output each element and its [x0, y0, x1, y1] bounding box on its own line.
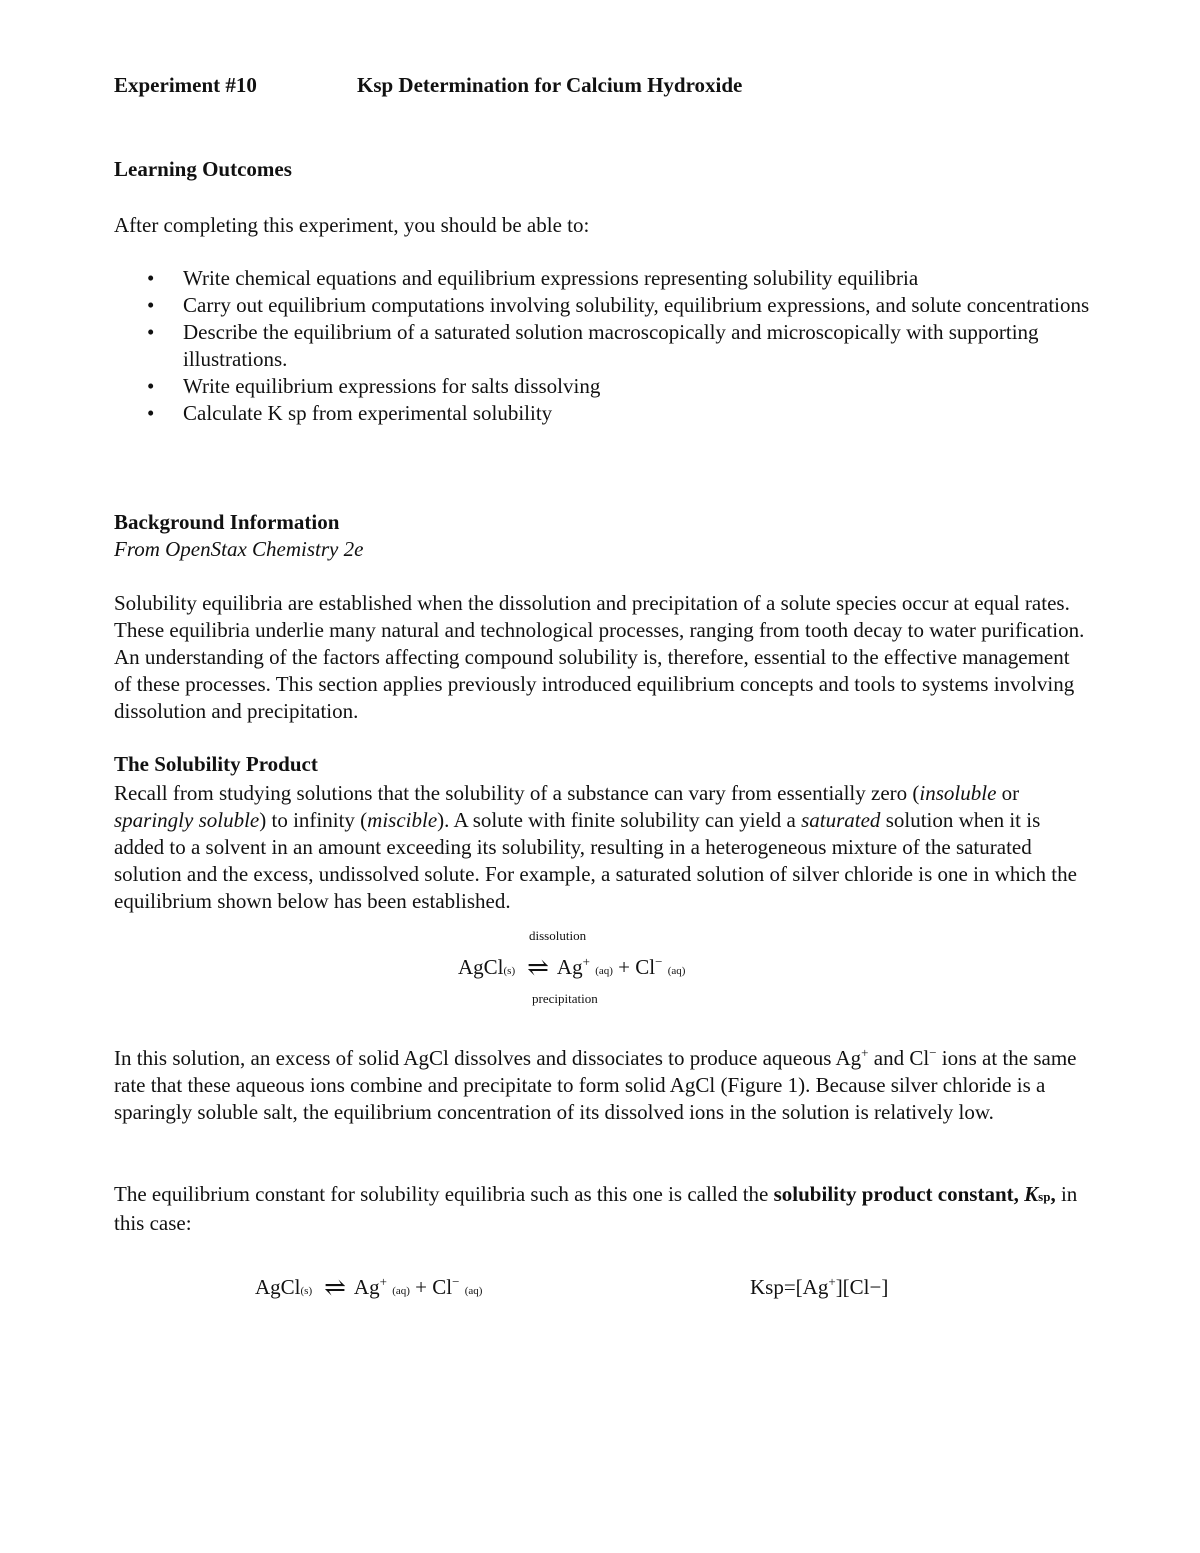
equilibrium-arrow-icon: ⇌: [324, 1273, 346, 1302]
bullet-icon: •: [147, 266, 155, 290]
background-paragraph: Solubility equilibria are established when the dissolution and precipitation of a solute species occur at equal rates. These equilibria underlie many natural and technological processes, ranging from tooth decay to water purification. An understanding of the factors affecting compound solubility is, therefore, essential to the effective management of these processes. This section applies previously introduced equilibrium concepts and tools to systems involving dissolution and precipitation.: [114, 591, 1085, 723]
solubility-paragraph-3: The equilibrium constant for solubility equilibria such as this one is called the solubility product constant, Ksp, in this case:: [114, 1182, 1078, 1235]
dissolution-label: dissolution: [529, 928, 587, 943]
learning-intro: After completing this experiment, you should be able to:: [114, 213, 590, 237]
bullet-icon: •: [147, 293, 155, 317]
solubility-product-heading: The Solubility Product: [114, 752, 318, 776]
bullet-icon: •: [147, 374, 155, 398]
learning-outcomes-list: [114, 265, 1094, 427]
background-source: From OpenStax Chemistry 2e: [114, 537, 364, 561]
bullet-icon: •: [147, 401, 155, 425]
list-item: • Calculate K sp from experimental solubility: [147, 401, 553, 425]
learning-outcomes-heading: Learning Outcomes: [114, 157, 292, 181]
ksp-equation: AgCl(s) ⇌ Ag+ (aq) + Cl− (aq): [255, 1273, 483, 1302]
ksp-expression: Ksp=[Ag+][Cl−]: [750, 1274, 889, 1299]
experiment-number: Experiment #10: [114, 73, 257, 97]
list-item: • Write equilibrium expressions for salts dissolving: [147, 374, 601, 398]
bullet-icon: •: [147, 320, 155, 344]
experiment-title: Ksp Determination for Calcium Hydroxide: [357, 73, 743, 97]
background-heading: Background Information: [114, 510, 340, 534]
list-item: • Carry out equilibrium computations involving solubility, equilibrium expressions, and solute concentrations: [147, 293, 1090, 317]
solubility-paragraph-2: In this solution, an excess of solid AgCl dissolves and dissociates to produce aqueous Ag+ and Cl− ions at the same rate that these aqueous ions combine and precipitate to form solid AgCl (Figure 1). Because silver chloride is a sparingly soluble salt, the equilibrium concentration of its dissolved ions in the solution is relatively low.: [114, 1045, 1077, 1124]
solubility-paragraph-1: Recall from studying solutions that the solubility of a substance can vary from essentially zero (insoluble or sparingly soluble) to infinity (miscible). A solute with finite solubility can yield a saturated solution when it is added to a solvent in an amount exceeding its solubility, resulting in a heterogeneous mixture of the saturated solution and the excess, undissolved solute. For example, a saturated solution of silver chloride is one in which the equilibrium shown below has been established.: [114, 781, 1077, 913]
precipitation-label: precipitation: [532, 991, 598, 1006]
dissolution-equation: AgCl(s) ⇌ Ag+ (aq) + Cl− (aq): [458, 953, 686, 982]
equilibrium-arrow-icon: ⇌: [527, 953, 549, 982]
list-item: • Write chemical equations and equilibrium expressions representing solubility equilibria: [147, 266, 919, 290]
list-item: • Describe the equilibrium of a saturated solution macroscopically and microscopically with supporting illustrations.: [147, 320, 1039, 371]
